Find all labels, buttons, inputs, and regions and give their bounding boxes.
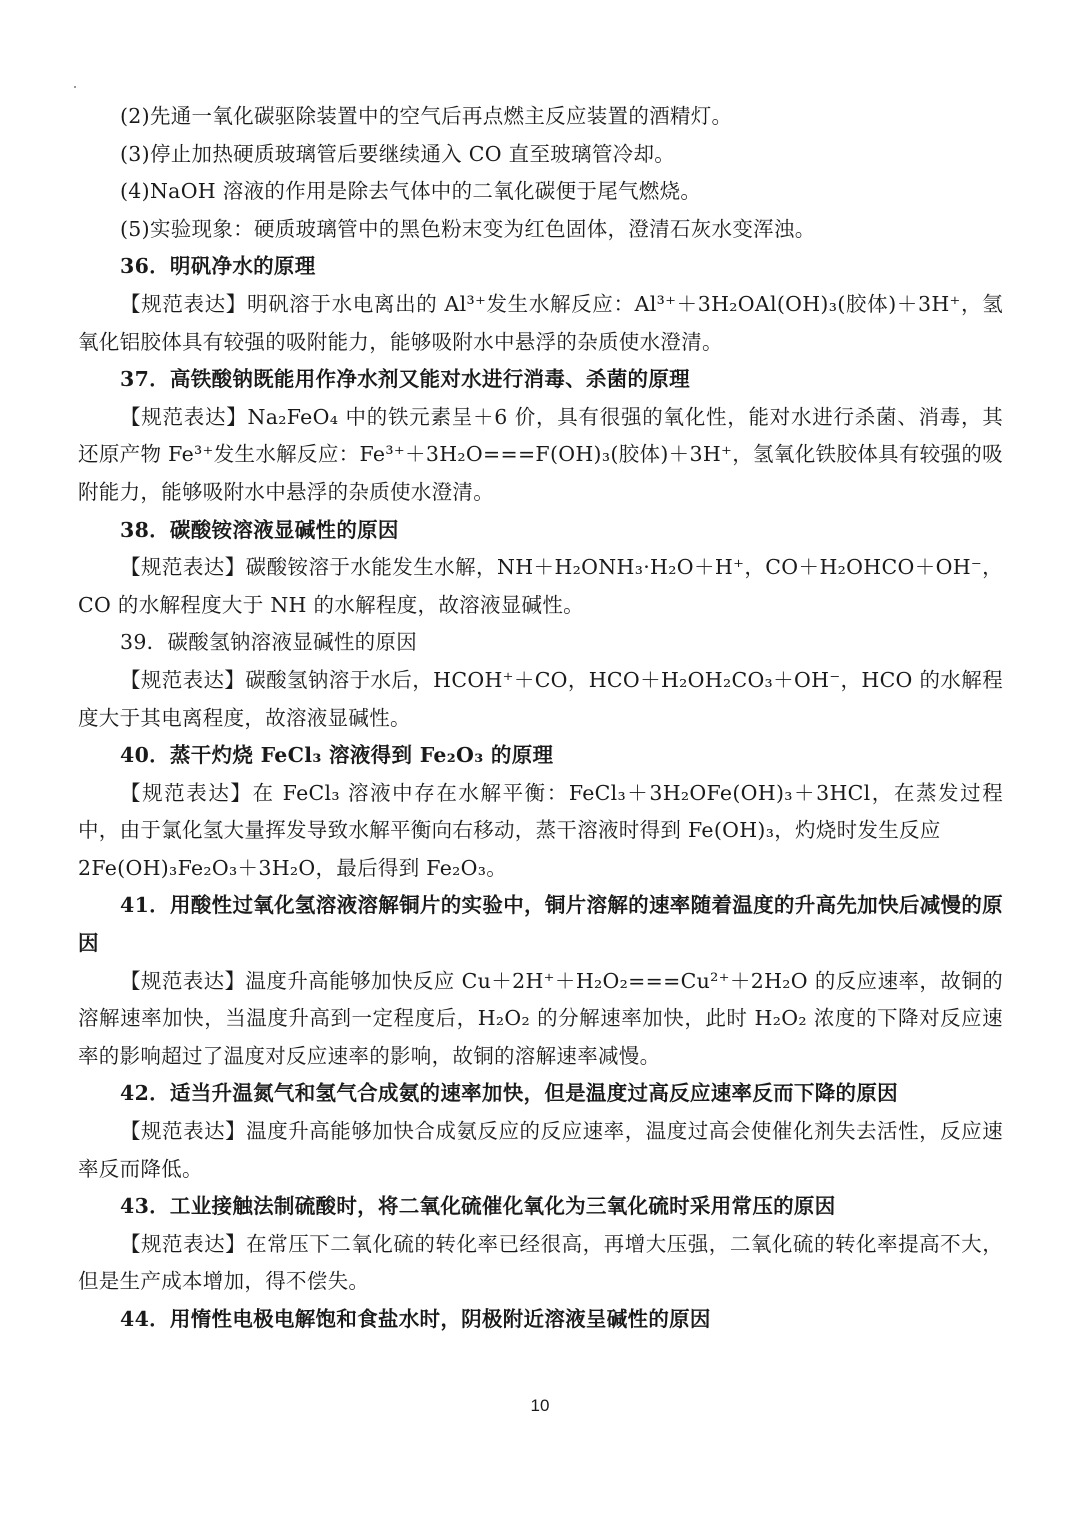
body-41: 【规范表达】温度升高能够加快反应 Cu＋2H⁺＋H₂O₂===Cu²⁺＋2H₂O 的反应速率，故铜的溶解速率加快，当温度升高到一定程度后，H₂O₂ 的分解速率加快，此时 H₂O₂ 浓度的下降对反应速率的影响超过了温度对反应速率的影响，故铜的溶解速率减慢。 <box>78 968 1003 1068</box>
heading-39: 39．碳酸氢钠溶液显碱性的原因 <box>120 630 418 655</box>
paragraph-step-2: (2)先通一氧化碳驱除装置中的空气后再点燃主反应装置的酒精灯。 <box>120 104 733 128</box>
page-number: 10 <box>530 1396 550 1415</box>
heading-44: 44．用惰性电极电解饱和食盐水时，阴极附近溶液呈碱性的原因 <box>120 1307 711 1331</box>
body-40-equation: 2Fe(OH)₃Fe₂O₃＋3H₂O，最后得到 Fe₂O₃。 <box>78 855 508 880</box>
scan-dot <box>74 86 76 88</box>
heading-40: 40．蒸干灼烧 FeCl₃ 溶液得到 Fe₂O₃ 的原理 <box>120 743 554 768</box>
heading-41: 41．用酸性过氧化氢溶液溶解铜片的实验中，铜片溶解的速率随着温度的升高先加快后减慢的原因 <box>78 893 1003 956</box>
paragraph-step-4: (4)NaOH 溶液的作用是除去气体中的二氧化碳便于尾气燃烧。 <box>120 179 702 204</box>
body-39: 【规范表达】碳酸氢钠溶于水后，HCOH⁺＋CO，HCO＋H₂OH₂CO₃＋OH⁻，HCO 的水解程度大于其电离程度，故溶液显碱性。 <box>78 667 1003 730</box>
heading-37: 37．高铁酸钠既能用作净水剂又能对水进行消毒、杀菌的原理 <box>120 367 690 392</box>
heading-43: 43．工业接触法制硫酸时，将二氧化硫催化氧化为三氧化硫时采用常压的原因 <box>120 1194 836 1219</box>
paragraph-step-5: (5)实验现象：硬质玻璃管中的黑色粉末变为红色固体，澄清石灰水变浑浊。 <box>120 216 816 241</box>
document-body <box>78 98 1003 1339</box>
body-36: 【规范表达】明矾溶于水电离出的 Al³⁺发生水解反应：Al³⁺＋3H₂OAl(OH)₃(胶体)＋3H⁺，氢氧化铝胶体具有较强的吸附能力，能够吸附水中悬浮的杂质使水澄清。 <box>78 291 1003 354</box>
heading-42: 42．适当升温氮气和氢气合成氨的速率加快，但是温度过高反应速率反而下降的原因 <box>120 1081 898 1106</box>
paragraph-step-3: (3)停止加热硬质玻璃管后要继续通入 CO 直至玻璃管冷却。 <box>120 141 676 166</box>
body-42: 【规范表达】温度升高能够加快合成氨反应的反应速率，温度过高会使催化剂失去活性，反应速率反而降低。 <box>78 1119 1003 1181</box>
heading-38: 38．碳酸铵溶液显碱性的原因 <box>120 517 399 542</box>
body-37: 【规范表达】Na₂FeO₄ 中的铁元素呈＋6 价，具有很强的氧化性，能对水进行杀菌、消毒，其还原产物 Fe³⁺发生水解反应：Fe³⁺＋3H₂O===F(OH)₃(胶体)＋3H⁺，氢氧化铁胶体具有较强的吸附能力，能够吸附水中悬浮的杂质使水澄清。 <box>78 404 1003 504</box>
body-38: 【规范表达】碳酸铵溶于水能发生水解，NH＋H₂ONH₃·H₂O＋H⁺，CO＋H₂OHCO＋OH⁻，CO 的水解程度大于 NH 的水解程度，故溶液显碱性。 <box>78 555 1003 617</box>
body-43: 【规范表达】在常压下二氧化硫的转化率已经很高，再增大压强，二氧化硫的转化率提高不大，但是生产成本增加，得不偿失。 <box>78 1231 1003 1294</box>
heading-36: 36．明矾净水的原理 <box>120 254 316 279</box>
body-40: 【规范表达】在 FeCl₃ 溶液中存在水解平衡：FeCl₃＋3H₂OFe(OH)₃＋3HCl，在蒸发过程中，由于氯化氢大量挥发导致水解平衡向右移动，蒸干溶液时得到 Fe(OH)₃，灼烧时发生反应 <box>78 780 1003 843</box>
